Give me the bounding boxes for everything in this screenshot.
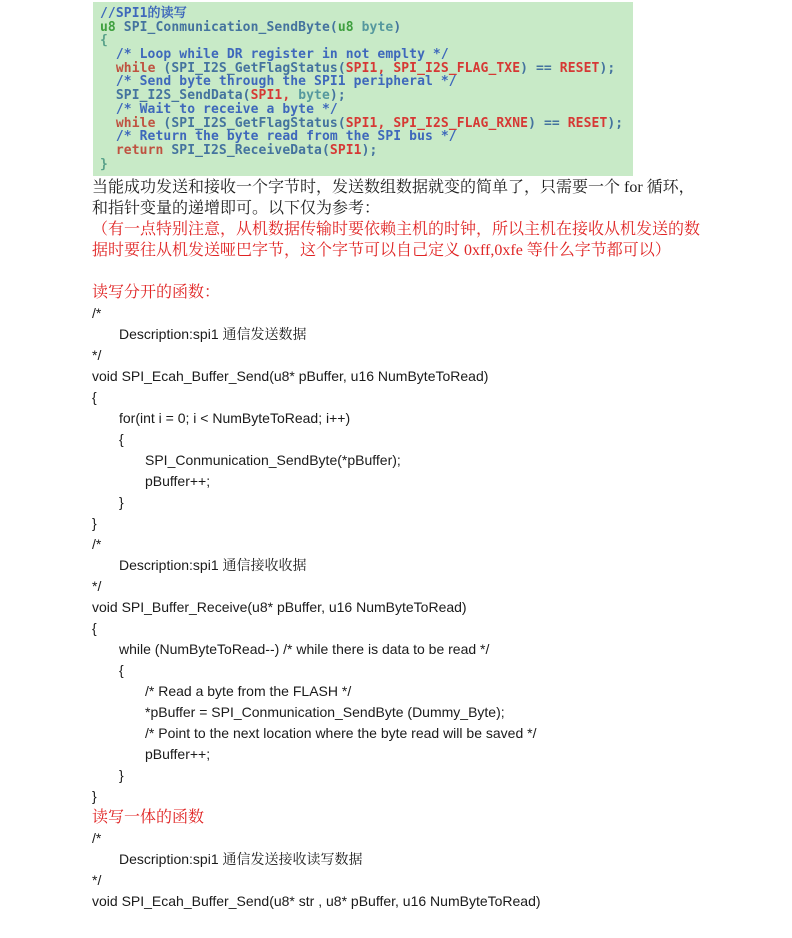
code-token: while	[115, 60, 156, 76]
code-line	[100, 158, 629, 172]
code-token: );	[599, 60, 616, 76]
code-token: byte	[361, 19, 394, 35]
code-token: );	[361, 142, 378, 158]
code-token: (SPI_I2S_GetFlagStatus(	[155, 60, 346, 76]
plain-code-line: Description:spi1 通信接收收据	[119, 557, 307, 573]
plain-code-line: {	[92, 389, 97, 405]
paragraph-line: （有一点特别注意，从机数据传输时要依赖主机的时钟，所以主机在接收从机发送的数	[92, 221, 701, 238]
plain-code-line: }	[92, 515, 97, 531]
blank-line	[92, 261, 742, 282]
section-heading: 读写分开的函数：	[92, 284, 221, 301]
plain-code-line: }	[119, 767, 124, 783]
plain-code-line: }	[92, 788, 97, 804]
plain-code-line: while (NumByteToRead--) /* while there is data to be read */	[119, 641, 490, 657]
code-token: SPI_I2S_SendData(	[100, 88, 251, 104]
code-line	[100, 34, 629, 48]
code-token: )	[393, 19, 402, 35]
code-token: while	[115, 115, 156, 131]
code-token: byte	[298, 88, 330, 104]
code-line	[100, 144, 629, 158]
code-line	[100, 103, 629, 117]
code-token: u8	[100, 19, 124, 35]
code-token: );	[329, 88, 346, 104]
paragraph-line: 据时要往从机发送哑巴字节，这个字节可以自己定义 0xff,0xfe 等什么字节都可以）	[92, 242, 671, 259]
plain-code-line: */	[92, 872, 102, 888]
code-token: {	[100, 33, 108, 49]
plain-code-line: {	[119, 662, 124, 678]
code-token: SPI1	[329, 142, 362, 158]
code-token: SPI_I2S_FLAG_TXE	[393, 60, 521, 76]
plain-code-line: /* Read a byte from the FLASH */	[145, 683, 352, 699]
code-token: /* Return the byte read from the SPI bus */	[100, 129, 457, 145]
paragraph-line: 当能成功发送和接收一个字节时，发送数组数据就变的简单了，只需要一个 for 循环，	[92, 179, 695, 196]
plain-code-line: */	[92, 347, 102, 363]
plain-code-line: pBuffer++;	[145, 473, 211, 489]
code-token: SPI1,	[345, 60, 386, 76]
document-body	[92, 177, 742, 912]
code-line	[100, 117, 629, 131]
plain-code-line: {	[119, 431, 124, 447]
plain-code-line: pBuffer++;	[145, 746, 211, 762]
plain-code-line: /* Point to the next location where the byte read will be saved */	[145, 725, 537, 741]
plain-code-line: SPI_Conmunication_SendByte(*pBuffer);	[145, 452, 401, 468]
code-token: SPI1,	[250, 88, 291, 104]
code-token: return	[115, 142, 164, 158]
plain-code-line: void SPI_Ecah_Buffer_Send(u8* str , u8* pBuffer, u16 NumByteToRead)	[92, 893, 541, 909]
plain-code-line: Description:spi1 通信发送数据	[119, 326, 307, 342]
code-token: );	[607, 115, 624, 131]
plain-code-line: Description:spi1 通信发送接收读写数据	[119, 851, 363, 867]
highlighted-code-block	[93, 2, 633, 176]
code-token: SPI_I2S_FLAG_RXNE	[393, 115, 529, 131]
plain-code-line: for(int i = 0; i < NumByteToRead; i++)	[119, 410, 351, 426]
code-token: SPI1,	[345, 115, 386, 131]
code-line	[100, 89, 629, 103]
code-token: ) ==	[528, 115, 568, 131]
code-line	[100, 7, 629, 21]
plain-code-line: /*	[92, 305, 102, 321]
code-token: ) ==	[520, 60, 560, 76]
code-line	[100, 21, 629, 35]
code-token: SPI_Conmunication_SendByte(	[123, 19, 338, 35]
code-token: /* Wait to receive a byte */	[100, 101, 338, 117]
code-token: (SPI_I2S_GetFlagStatus(	[155, 115, 346, 131]
plain-code-line: void SPI_Buffer_Receive(u8* pBuffer, u16 NumByteToRead)	[92, 599, 467, 615]
code-line	[100, 75, 629, 89]
code-token: SPI_I2S_ReceiveData(	[163, 142, 330, 158]
code-token: /* Send byte through the SPI1 peripheral */	[100, 74, 457, 90]
code-token: /* Loop while DR register in not emplty */	[100, 47, 449, 63]
code-token: RESET	[559, 60, 600, 76]
paragraph-line: 和指针变量的递增即可。以下仅为参考：	[92, 200, 381, 217]
plain-code-line: void SPI_Ecah_Buffer_Send(u8* pBuffer, u16 NumByteToRead)	[92, 368, 489, 384]
plain-code-line: }	[119, 494, 124, 510]
code-line	[100, 62, 629, 76]
code-token: }	[100, 156, 108, 172]
code-token: u8	[337, 19, 362, 35]
plain-code-line: /*	[92, 830, 102, 846]
code-token: RESET	[567, 115, 608, 131]
section-heading: 读写一体的函数	[92, 809, 205, 826]
plain-code-line: */	[92, 578, 102, 594]
plain-code-line: *pBuffer = SPI_Conmunication_SendByte (Dummy_Byte);	[145, 704, 505, 720]
code-line	[100, 48, 629, 62]
code-line	[100, 130, 629, 144]
code-token: //SPI1的读写	[100, 6, 187, 21]
plain-code-line: {	[92, 620, 97, 636]
plain-code-line: /*	[92, 536, 102, 552]
